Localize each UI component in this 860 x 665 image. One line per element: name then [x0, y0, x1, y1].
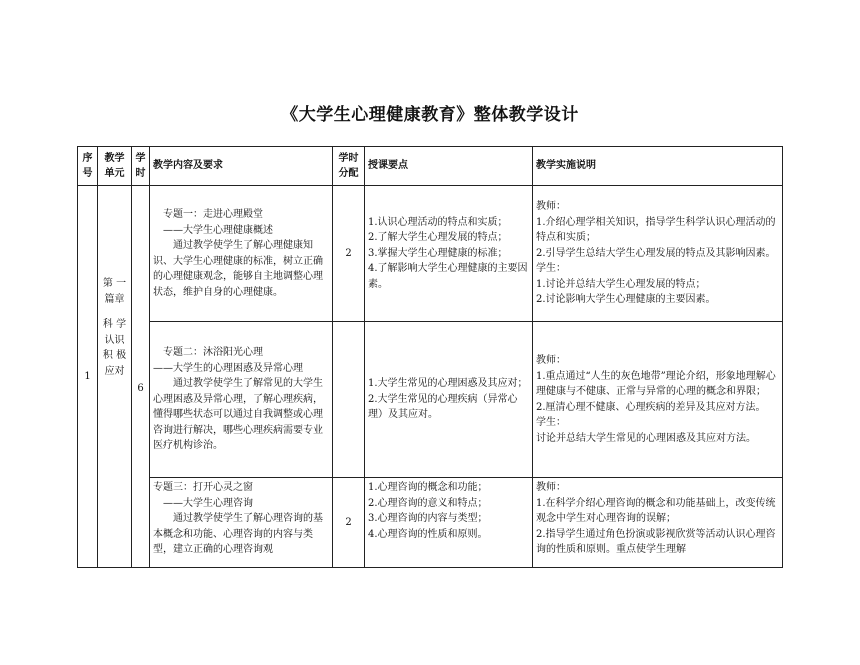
- header-hour-alloc: 学时分配: [333, 147, 365, 186]
- point: 2.大学生常见的心理疾病（异常心理）及其应对。: [368, 393, 518, 421]
- impl-line: 讨论并总结大学生常见的心理困惑及其应对方法。: [536, 432, 756, 444]
- impl-line: 2.厘清心理不健康、心理疾病的差异及其应对方法。: [536, 401, 766, 413]
- point: 1.大学生常见的心理困惑及其应对；: [368, 378, 528, 390]
- topic-3-desc: 通过教学使学生了解心理咨询的基本概念和功能、心理咨询的内容与类型，建立正确的心理咨询观: [153, 513, 323, 555]
- topic-1-implementation: [533, 186, 783, 322]
- topic-3-hours: 2: [333, 478, 365, 568]
- topic-2-hours: [333, 322, 365, 478]
- point: 1.认识心理活动的特点和实质；: [368, 216, 508, 228]
- point: 3.掌握大学生心理健康的标准；: [368, 247, 508, 259]
- header-unit: 教学单元: [98, 147, 132, 186]
- topic-1-content: [150, 186, 333, 322]
- topic-1-hours: 2: [333, 186, 365, 322]
- unit-line-1: 第 一篇章: [102, 278, 127, 305]
- impl-line: 2.指导学生通过角色扮演或影视欣赏等活动认识心理咨询的性质和原则。重点使学生理解: [536, 528, 776, 555]
- impl-line: 学生：: [536, 417, 566, 428]
- impl-line: 1.在科学介绍心理咨询的概念和功能基础上，改变传统观念中学生对心理咨询的误解；: [536, 497, 776, 524]
- table-row: [78, 322, 783, 478]
- point: 4.了解影响大学生心理健康的主要因素。: [368, 263, 528, 290]
- impl-line: 1.重点通过“人生的灰色地带”理论介绍，形象地理解心理健康与不健康、正常与异常的心理的概念和界限；: [536, 370, 776, 397]
- topic-1-desc: 通过教学使学生了解心理健康知识、大学生心理健康的标准，树立正确的心理健康观念，能够自主地调整心理状态，维护自身的心理健康。: [153, 240, 323, 298]
- impl-line: 1.介绍心理学相关知识，指导学生科学认识心理活动的特点和实质；: [536, 216, 776, 244]
- point: 4.心理咨询的性质和原则。: [368, 528, 488, 540]
- topic-2-desc: 通过教学使学生了解常见的大学生心理困惑及异常心理，了解心理疾病，懂得哪些状态可以通过自我调整或心理咨询进行解决，哪些心理疾病需要专业医疗机构诊治。: [153, 378, 323, 452]
- impl-line: 教师：: [536, 201, 566, 213]
- unit-line-2: 科 学认识 积 极应对: [102, 319, 127, 377]
- unit-cell: [98, 186, 132, 568]
- point: 2.心理咨询的意义和特点；: [368, 497, 488, 509]
- impl-line: 教师：: [536, 482, 566, 493]
- hours-cell: 6: [132, 186, 150, 568]
- topic-2-title: 专题二：沐浴阳光心理: [163, 347, 263, 359]
- point: 3.心理咨询的内容与类型；: [368, 513, 488, 524]
- header-seq: 序号: [78, 147, 98, 186]
- topic-3-content: [150, 478, 333, 568]
- topic-2-implementation: [533, 322, 783, 478]
- document-title: 《大学生心理健康教育》整体教学设计: [281, 105, 579, 125]
- topic-1-title: 专题一：走进心理殿堂: [163, 209, 263, 220]
- impl-line: 2.引导学生总结大学生心理发展的特点及其影响因素。: [536, 247, 776, 259]
- seq-cell: 1: [78, 186, 98, 568]
- header-content: 教学内容及要求: [150, 147, 333, 186]
- header-hours: 学时: [132, 147, 150, 186]
- topic-2-subtitle: ——大学生的心理困惑及异常心理: [153, 362, 303, 374]
- impl-line: 教师：: [536, 355, 566, 366]
- impl-line: 学生：: [536, 263, 566, 275]
- point: 1.心理咨询的概念和功能；: [368, 482, 488, 493]
- table-header-row: [78, 147, 783, 186]
- topic-3-points: [365, 478, 533, 568]
- header-implementation: 教学实施说明: [533, 147, 783, 186]
- topic-1-points: [365, 186, 533, 322]
- header-key-points: 授课要点: [365, 147, 533, 186]
- teaching-design-table: [77, 146, 783, 568]
- impl-line: 1.讨论并总结大学生心理发展的特点；: [536, 278, 706, 290]
- table-row: [78, 478, 783, 568]
- point: 2.了解大学生心理发展的特点；: [368, 232, 508, 244]
- topic-2-points: [365, 322, 533, 478]
- topic-1-subtitle: ——大学生心理健康概述: [163, 224, 273, 236]
- topic-3-subtitle: ——大学生心理咨询: [163, 497, 253, 509]
- topic-3-implementation: [533, 478, 783, 568]
- topic-3-title: 专题三：打开心灵之窗: [153, 482, 253, 493]
- topic-2-content: [150, 322, 333, 478]
- impl-line: 2.讨论影响大学生心理健康的主要因素。: [536, 294, 716, 306]
- table-row: [78, 186, 783, 322]
